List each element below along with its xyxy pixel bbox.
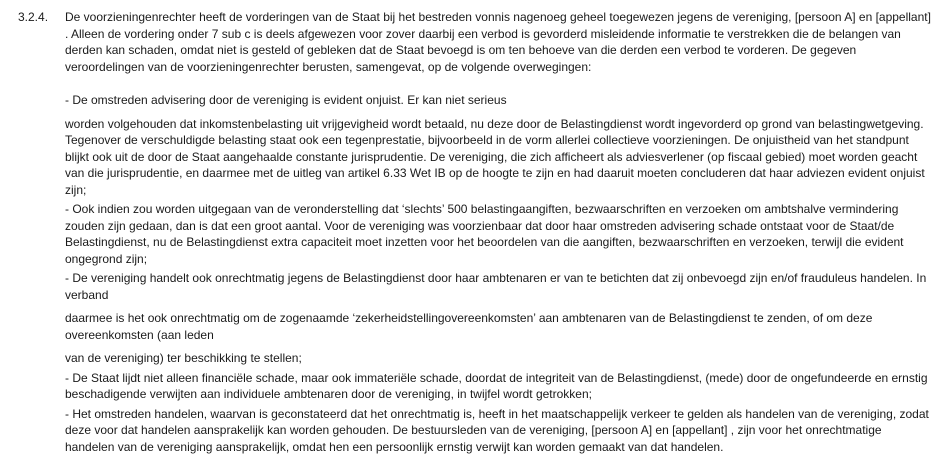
consideration-immaterial-damage: - De Staat lijdt niet alleen financiële schade, maar ook immateriële schade, doordat de integriteit van de Belastingdienst, (mede) door de ongefundeerde en ernstig beschadigende verwijten aan individuele ambtenaren door de vereniging, in twijfel wordt getrokken; — [65, 370, 928, 401]
consideration-advice-incorrect-cont: worden volgehouden dat inkomstenbelasting uit vrijgevigheid wordt betaald, nu deze door de Belastingdienst wordt ingevorderd op grond van belastingwetgeving. Tegenover de verschuldigde belasting staat ook een tegenprestatie, bijvoorbeeld in de vorm allerlei collectieve voorzieningen. De onjuistheid van het standpunt blijkt ook uit de door de Staat aangehaalde constante jurisprudentie. De vereniging, die zich afficheert als adviesverlener (op fiscaal gebied) moet worden geacht van die jurisprudentie, en daarmee met de uitleg van artikel 6.33 Wet IB op de hoogte te zijn en had daaruit moeten concluderen dat haar adviezen evident onjuist zijn; — [65, 116, 925, 197]
intro-paragraph: De voorzieningenrechter heeft de vorderingen van de Staat bij het bestreden vonnis nagenoeg geheel toegewezen jegens de vereniging, [persoon A] en [appellant] . Alleen de vordering onder 7 sub c is deels afgewezen voor zover daarbij een verbod is gevorderd misleidende informatie te verstrekken die de belangen van derden kan schaden, omdat niet is gesteld of gebleken dat de Staat bevoegd is om ten behoeve van die derden een verbod te vorderen. De gegeven veroordelingen van de voorzieningenrechter berusten, samengevat, op de volgende overwegingen: — [65, 10, 931, 74]
consideration-agreements: daarmee is het ook onrechtmatig om de zogenaamde ‘zekerheidstellingovereenkomsten’ aan ambtenaren van de Belastingdienst te zenden, of om deze overeenkomsten (aan leden — [65, 311, 873, 342]
consideration-advice-incorrect: - De omstreden advisering door de vereniging is evident onjuist. Er kan niet serieus — [65, 93, 507, 107]
consideration-accusations: - De vereniging handelt ook onrechtmatig jegens de Belastingdienst door haar ambtenaren er van te betichten dat zij onbevoegd zijn en/of frauduleus handelen. In verband — [65, 271, 927, 302]
section-number: 3.2.4. — [18, 10, 49, 24]
consideration-damage-foreseeable: - Ook indien zou worden uitgegaan van de veronderstelling dat ‘slechts’ 500 belastingaangiften, bezwaarschriften en verzoeken om ambtshalve vermindering zouden zijn gedaan, dan is dat een groot aantal. Voor de vereniging was voorzienbaar dat door haar omstreden advisering schade ontstaat voor de Staat/de Belastingdienst, nu de Belastingdienst extra capaciteit moet inzetten voor het beoordelen van die aangiften, bezwaarschriften en verzoeken, terwijl die evident ongegrond zijn; — [65, 202, 904, 266]
consideration-agreements-cont: van de vereniging) ter beschikking te stellen; — [65, 351, 302, 365]
section-body — [65, 9, 932, 455]
consideration-liability: - Het omstreden handelen, waarvan is geconstateerd dat het onrechtmatig is, heeft in het maatschappelijk verkeer te gelden als handelen van de vereniging, zodat deze voor dat handelen aansprakelijk kan worden gehouden. De bestuursleden van de vereniging, [persoon A] en [appellant] , zijn voor het onrechtmatige handelen van de vereniging aansprakelijk, omdat hen een persoonlijk ernstig verwijt kan worden gemaakt van dat handelen. — [65, 406, 929, 454]
